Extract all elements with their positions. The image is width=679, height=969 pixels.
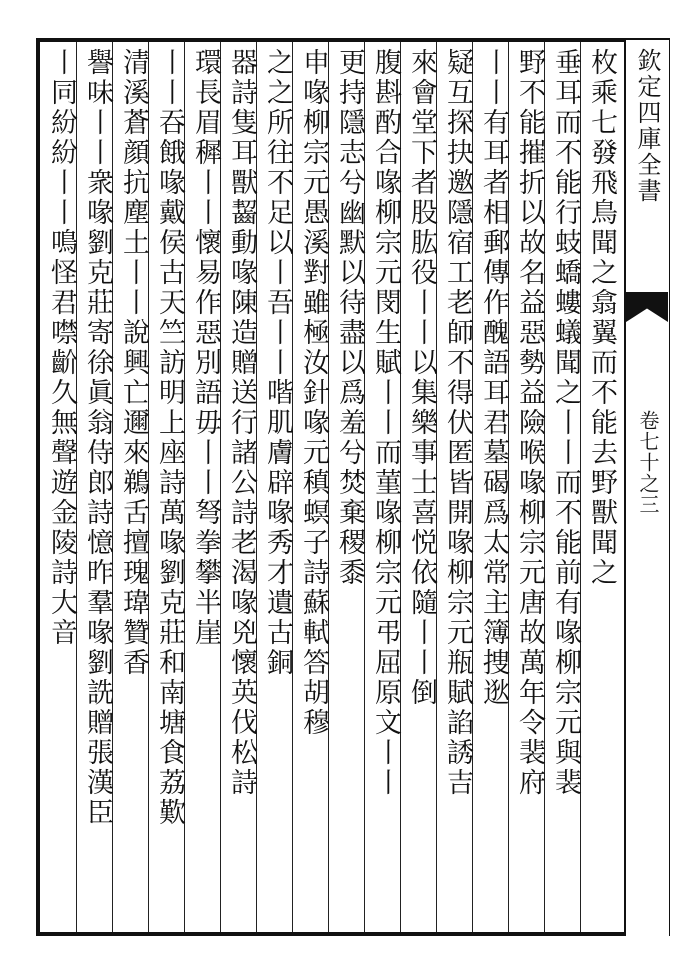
text-column-6: 來會堂下者股肱役丨丨以集樂事士喜悦依隨丨丨倒 bbox=[406, 48, 437, 708]
text-column-12: 環長眉穉丨丨懷易作惡別語毋丨丨弩拳攀半崖 bbox=[190, 48, 221, 648]
text-column-11: 器詩隻耳獸齧動喙陳造贈送行諸公詩老渴喙兇懷英伐松詩 bbox=[226, 48, 257, 798]
text-column-13: 丨丨吞餓喙戴侯古天竺訪明上座詩萬喙劉克莊和南塘食荔歎 bbox=[154, 48, 185, 828]
volume-label: 卷七十之三 bbox=[636, 410, 660, 515]
text-column-14: 清溪蒼顔抗塵土丨丨說興亡邇來鵜舌擅瑰瑋贊香 bbox=[118, 48, 149, 678]
text-column-4: 丨丨有耳者相郵傳作醜語耳君墓碣爲太常主簿捜逖 bbox=[478, 48, 509, 708]
text-column-9: 申喙柳宗元愚溪對雖極汝針喙元稹螟子詩蘇軾答胡穆 bbox=[298, 48, 329, 738]
text-column-16: 丨同紛紛丨丨鳴怪君噤齘久無聲遊金陵詩大音 bbox=[46, 48, 77, 648]
text-column-3: 野不能摧折以故名益惡勢益險喉喙柳宗元唐故萬年令裴府 bbox=[514, 48, 545, 798]
text-column-2: 垂耳而不能行蚑蟜螻蟻聞之丨丨而不能前有喙柳宗元與裴 bbox=[550, 48, 581, 798]
text-column-7: 腹斟酌合喙柳宗元閔生賦丨丨而菫喙柳宗元弔屈原文丨丨 bbox=[370, 48, 401, 798]
text-column-5: 疑互探抉邀隱宿工老師不得伏匿皆開喙柳宗元瓶賦諂誘吉 bbox=[442, 48, 473, 798]
text-column-1: 枚乘七發飛鳥聞之翕翼而不能去野獸聞之 bbox=[586, 48, 617, 588]
text-column-10: 之之所往不足以丨吾丨丨喈肌膚辟喙秀才遺古銅 bbox=[262, 48, 293, 678]
text-column-8: 更持隱志兮幽默以待盡以爲羞兮焚棄稷黍 bbox=[334, 48, 365, 588]
book-title: 欽定四庫全書 bbox=[633, 48, 661, 204]
text-column-15: 譽味丨丨衆喙劉克莊寄徐眞翁侍郎詩憶昨羣喙劉詵贈張漢臣 bbox=[82, 48, 113, 828]
